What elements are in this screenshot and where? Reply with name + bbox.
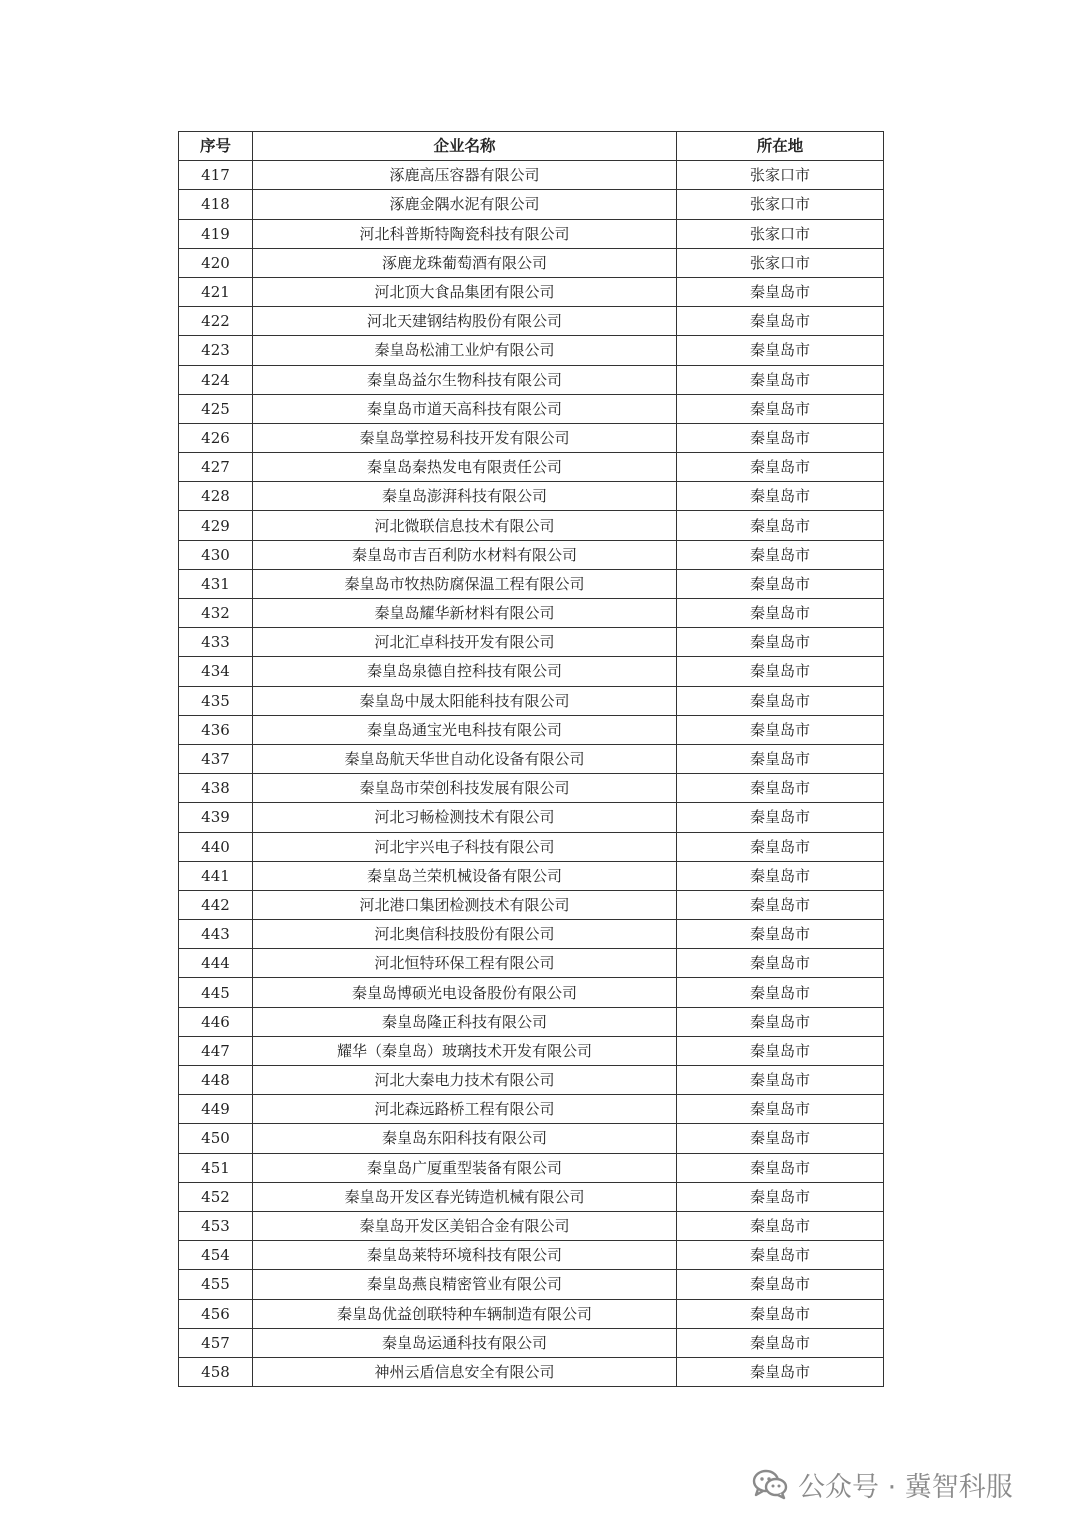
cell-no: 417 <box>179 161 253 190</box>
cell-location: 秦皇岛市 <box>677 1328 884 1357</box>
cell-location: 秦皇岛市 <box>677 1270 884 1299</box>
cell-no: 454 <box>179 1241 253 1270</box>
cell-no: 439 <box>179 803 253 832</box>
table-row <box>179 920 884 949</box>
table-row <box>179 832 884 861</box>
cell-name: 秦皇岛松浦工业炉有限公司 <box>253 336 677 365</box>
cell-no: 424 <box>179 365 253 394</box>
cell-no: 449 <box>179 1095 253 1124</box>
table-row <box>179 715 884 744</box>
cell-no: 419 <box>179 219 253 248</box>
cell-name: 河北科普斯特陶瓷科技有限公司 <box>253 219 677 248</box>
cell-name: 河北顶大食品集团有限公司 <box>253 277 677 306</box>
cell-no: 440 <box>179 832 253 861</box>
cell-no: 431 <box>179 569 253 598</box>
table-row <box>179 394 884 423</box>
table-row <box>179 277 884 306</box>
cell-no: 428 <box>179 482 253 511</box>
table-row <box>179 1241 884 1270</box>
cell-location: 张家口市 <box>677 161 884 190</box>
cell-location: 张家口市 <box>677 219 884 248</box>
cell-location: 秦皇岛市 <box>677 715 884 744</box>
cell-location: 秦皇岛市 <box>677 1182 884 1211</box>
cell-name: 秦皇岛中晟太阳能科技有限公司 <box>253 686 677 715</box>
cell-location: 秦皇岛市 <box>677 1124 884 1153</box>
cell-name: 秦皇岛优益创联特种车辆制造有限公司 <box>253 1299 677 1328</box>
table-row <box>179 190 884 219</box>
header-no: 序号 <box>179 132 253 161</box>
table-row <box>179 1007 884 1036</box>
cell-no: 430 <box>179 540 253 569</box>
table-row <box>179 657 884 686</box>
cell-location: 秦皇岛市 <box>677 978 884 1007</box>
table-row <box>179 744 884 773</box>
cell-location: 秦皇岛市 <box>677 1299 884 1328</box>
table-row <box>179 1270 884 1299</box>
cell-location: 秦皇岛市 <box>677 540 884 569</box>
cell-name: 秦皇岛耀华新材料有限公司 <box>253 599 677 628</box>
cell-name: 河北森远路桥工程有限公司 <box>253 1095 677 1124</box>
cell-location: 秦皇岛市 <box>677 774 884 803</box>
table-row <box>179 219 884 248</box>
table-row <box>179 861 884 890</box>
enterprise-table <box>178 131 884 1387</box>
cell-no: 438 <box>179 774 253 803</box>
cell-name: 耀华（秦皇岛）玻璃技术开发有限公司 <box>253 1036 677 1065</box>
table-row <box>179 978 884 1007</box>
cell-location: 秦皇岛市 <box>677 1241 884 1270</box>
table-header <box>179 132 884 161</box>
table-row <box>179 482 884 511</box>
cell-name: 秦皇岛市吉百利防水材料有限公司 <box>253 540 677 569</box>
cell-location: 秦皇岛市 <box>677 511 884 540</box>
cell-location: 秦皇岛市 <box>677 277 884 306</box>
table-row <box>179 307 884 336</box>
table-row <box>179 1036 884 1065</box>
cell-no: 452 <box>179 1182 253 1211</box>
table-row <box>179 1211 884 1240</box>
cell-location: 秦皇岛市 <box>677 1007 884 1036</box>
cell-name: 河北天建钢结构股份有限公司 <box>253 307 677 336</box>
cell-location: 秦皇岛市 <box>677 657 884 686</box>
cell-no: 443 <box>179 920 253 949</box>
cell-no: 429 <box>179 511 253 540</box>
cell-name: 河北微联信息技术有限公司 <box>253 511 677 540</box>
cell-location: 秦皇岛市 <box>677 599 884 628</box>
table-body <box>179 161 884 1387</box>
cell-no: 434 <box>179 657 253 686</box>
cell-name: 秦皇岛市道天高科技有限公司 <box>253 394 677 423</box>
cell-name: 秦皇岛开发区美铝合金有限公司 <box>253 1211 677 1240</box>
cell-no: 423 <box>179 336 253 365</box>
table-row <box>179 423 884 452</box>
header-name: 企业名称 <box>253 132 677 161</box>
cell-name: 河北奥信科技股份有限公司 <box>253 920 677 949</box>
table-row <box>179 890 884 919</box>
cell-no: 437 <box>179 744 253 773</box>
cell-location: 秦皇岛市 <box>677 423 884 452</box>
cell-location: 秦皇岛市 <box>677 1095 884 1124</box>
cell-no: 447 <box>179 1036 253 1065</box>
cell-location: 秦皇岛市 <box>677 949 884 978</box>
cell-no: 427 <box>179 453 253 482</box>
cell-no: 450 <box>179 1124 253 1153</box>
table-row <box>179 1153 884 1182</box>
cell-name: 秦皇岛泉德自控科技有限公司 <box>253 657 677 686</box>
cell-location: 秦皇岛市 <box>677 336 884 365</box>
table-row <box>179 1066 884 1095</box>
cell-location: 秦皇岛市 <box>677 569 884 598</box>
cell-no: 425 <box>179 394 253 423</box>
cell-no: 445 <box>179 978 253 1007</box>
cell-no: 426 <box>179 423 253 452</box>
cell-no: 436 <box>179 715 253 744</box>
cell-no: 455 <box>179 1270 253 1299</box>
cell-location: 秦皇岛市 <box>677 744 884 773</box>
cell-no: 442 <box>179 890 253 919</box>
cell-no: 441 <box>179 861 253 890</box>
table-row <box>179 803 884 832</box>
cell-name: 河北宇兴电子科技有限公司 <box>253 832 677 861</box>
cell-location: 张家口市 <box>677 190 884 219</box>
cell-location: 秦皇岛市 <box>677 365 884 394</box>
cell-name: 秦皇岛航天华世自动化设备有限公司 <box>253 744 677 773</box>
table-row <box>179 1328 884 1357</box>
cell-no: 418 <box>179 190 253 219</box>
cell-no: 457 <box>179 1328 253 1357</box>
table-row <box>179 599 884 628</box>
cell-name: 秦皇岛东阳科技有限公司 <box>253 1124 677 1153</box>
table-row <box>179 949 884 978</box>
cell-location: 秦皇岛市 <box>677 1357 884 1386</box>
cell-no: 453 <box>179 1211 253 1240</box>
cell-no: 456 <box>179 1299 253 1328</box>
cell-name: 涿鹿高压容器有限公司 <box>253 161 677 190</box>
table-row <box>179 511 884 540</box>
cell-no: 444 <box>179 949 253 978</box>
table-row <box>179 540 884 569</box>
cell-location: 秦皇岛市 <box>677 628 884 657</box>
table-row <box>179 365 884 394</box>
cell-name: 秦皇岛运通科技有限公司 <box>253 1328 677 1357</box>
cell-location: 秦皇岛市 <box>677 1211 884 1240</box>
cell-name: 秦皇岛开发区春光铸造机械有限公司 <box>253 1182 677 1211</box>
table-row <box>179 336 884 365</box>
cell-name: 秦皇岛博硕光电设备股份有限公司 <box>253 978 677 1007</box>
cell-name: 秦皇岛澎湃科技有限公司 <box>253 482 677 511</box>
table-row <box>179 1357 884 1386</box>
cell-location: 秦皇岛市 <box>677 453 884 482</box>
cell-location: 秦皇岛市 <box>677 482 884 511</box>
table-row <box>179 628 884 657</box>
cell-location: 秦皇岛市 <box>677 394 884 423</box>
cell-no: 421 <box>179 277 253 306</box>
cell-name: 河北港口集团检测技术有限公司 <box>253 890 677 919</box>
cell-name: 秦皇岛市牧热防腐保温工程有限公司 <box>253 569 677 598</box>
cell-name: 秦皇岛掌控易科技开发有限公司 <box>253 423 677 452</box>
cell-location: 秦皇岛市 <box>677 1153 884 1182</box>
table-row <box>179 1299 884 1328</box>
cell-location: 秦皇岛市 <box>677 1036 884 1065</box>
cell-location: 秦皇岛市 <box>677 686 884 715</box>
cell-name: 涿鹿金隅水泥有限公司 <box>253 190 677 219</box>
table-row <box>179 1182 884 1211</box>
table-row <box>179 1095 884 1124</box>
table-row <box>179 686 884 715</box>
cell-location: 秦皇岛市 <box>677 890 884 919</box>
table-row <box>179 1124 884 1153</box>
table-row <box>179 161 884 190</box>
cell-no: 448 <box>179 1066 253 1095</box>
cell-location: 秦皇岛市 <box>677 861 884 890</box>
cell-name: 秦皇岛兰荣机械设备有限公司 <box>253 861 677 890</box>
header-location: 所在地 <box>677 132 884 161</box>
cell-name: 秦皇岛莱特环境科技有限公司 <box>253 1241 677 1270</box>
cell-name: 秦皇岛隆正科技有限公司 <box>253 1007 677 1036</box>
cell-no: 420 <box>179 248 253 277</box>
cell-name: 河北汇卓科技开发有限公司 <box>253 628 677 657</box>
cell-no: 433 <box>179 628 253 657</box>
cell-name: 秦皇岛市荣创科技发展有限公司 <box>253 774 677 803</box>
wechat-icon <box>752 1468 788 1500</box>
cell-location: 秦皇岛市 <box>677 307 884 336</box>
header-row <box>179 132 884 161</box>
table-row <box>179 774 884 803</box>
cell-name: 秦皇岛秦热发电有限责任公司 <box>253 453 677 482</box>
cell-name: 秦皇岛燕良精密管业有限公司 <box>253 1270 677 1299</box>
watermark <box>752 1464 1013 1504</box>
cell-no: 432 <box>179 599 253 628</box>
cell-location: 秦皇岛市 <box>677 920 884 949</box>
cell-no: 422 <box>179 307 253 336</box>
cell-location: 秦皇岛市 <box>677 1066 884 1095</box>
cell-location: 秦皇岛市 <box>677 803 884 832</box>
cell-no: 458 <box>179 1357 253 1386</box>
watermark-text: 公众号 · 冀智科服 <box>798 1471 1013 1503</box>
cell-name: 神州云盾信息安全有限公司 <box>253 1357 677 1386</box>
cell-name: 秦皇岛广厦重型装备有限公司 <box>253 1153 677 1182</box>
table-row <box>179 569 884 598</box>
cell-no: 446 <box>179 1007 253 1036</box>
cell-no: 435 <box>179 686 253 715</box>
cell-name: 河北恒特环保工程有限公司 <box>253 949 677 978</box>
table-row <box>179 248 884 277</box>
cell-name: 河北习畅检测技术有限公司 <box>253 803 677 832</box>
cell-location: 张家口市 <box>677 248 884 277</box>
cell-location: 秦皇岛市 <box>677 832 884 861</box>
cell-name: 涿鹿龙珠葡萄酒有限公司 <box>253 248 677 277</box>
cell-name: 河北大秦电力技术有限公司 <box>253 1066 677 1095</box>
cell-no: 451 <box>179 1153 253 1182</box>
table-row <box>179 453 884 482</box>
cell-name: 秦皇岛益尔生物科技有限公司 <box>253 365 677 394</box>
cell-name: 秦皇岛通宝光电科技有限公司 <box>253 715 677 744</box>
